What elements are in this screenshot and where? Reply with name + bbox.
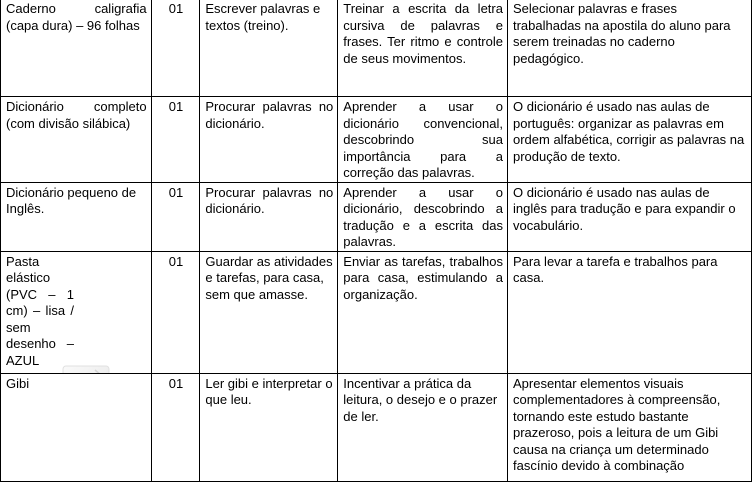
quantity-cell: 01 xyxy=(151,97,200,183)
justification-cell: O dicionário é usado nas aulas de inglês para tradução e para expandir o vocabulário. xyxy=(507,182,751,251)
quantity-cell: 01 xyxy=(151,251,200,373)
item-cell: Caderno caligrafia (capa dura) – 96 folhas xyxy=(1,0,152,97)
quantity-cell: 01 xyxy=(151,373,200,481)
table-row xyxy=(1,182,752,251)
item-cell: Gibi xyxy=(1,373,152,481)
justification-cell: Selecionar palavras e frases trabalhadas na apostila do aluno para serem treinadas no caderno pedagógico. xyxy=(507,0,751,97)
item-cell: Dicionário pequeno de Inglês. xyxy=(1,182,152,251)
item-cell xyxy=(1,251,152,373)
objective-cell: Enviar as tarefas, trabalhos para casa, estimulando a organização. xyxy=(338,251,508,373)
folder-image xyxy=(61,364,113,373)
use-cell: Escrever palavras e textos (treino). xyxy=(200,0,338,97)
table-row xyxy=(1,97,752,183)
justification-cell: Para levar a tarefa e trabalhos para casa. xyxy=(507,251,751,373)
item-cell: Dicionário completo (com divisão silábica) xyxy=(1,97,152,183)
quantity-cell: 01 xyxy=(151,182,200,251)
justification-cell: O dicionário é usado nas aulas de português: organizar as palavras em ordem alfabética, corrigir as palavras na produção de texto. xyxy=(507,97,751,183)
use-cell: Guardar as atividades e tarefas, para casa, sem que amasse. xyxy=(200,251,338,373)
objective-cell: Treinar a escrita da letra cursiva de palavras e frases. Ter ritmo e controle de seus movimentos. xyxy=(338,0,508,97)
table-row xyxy=(1,373,752,481)
use-cell: Procurar palavras no dicionário. xyxy=(200,182,338,251)
use-cell: Procurar palavras no dicionário. xyxy=(200,97,338,183)
use-cell: Ler gibi e interpretar o que leu. xyxy=(200,373,338,481)
table-row xyxy=(1,251,752,373)
objective-cell: Incentivar a prática da leitura, o desejo e o prazer de ler. xyxy=(338,373,508,481)
objective-cell: Aprender a usar o dicionário convencional, descobrindo sua importância para a correção das palavras. xyxy=(338,97,508,183)
justification-cell: Apresentar elementos visuais complementadores à compreensão, tornando este estudo bastante prazeroso, pois a leitura de um Gibi causa na criança um determinado fascínio devido à combinação xyxy=(507,373,751,481)
table-row xyxy=(1,0,752,97)
objective-cell: Aprender a usar o dicionário, descobrindo a tradução e a escrita das palavras. xyxy=(338,182,508,251)
item-text: Pasta elástico (PVC – 1 cm) – lisa / sem desenho – AZUL xyxy=(6,253,74,368)
quantity-cell: 01 xyxy=(151,0,200,97)
